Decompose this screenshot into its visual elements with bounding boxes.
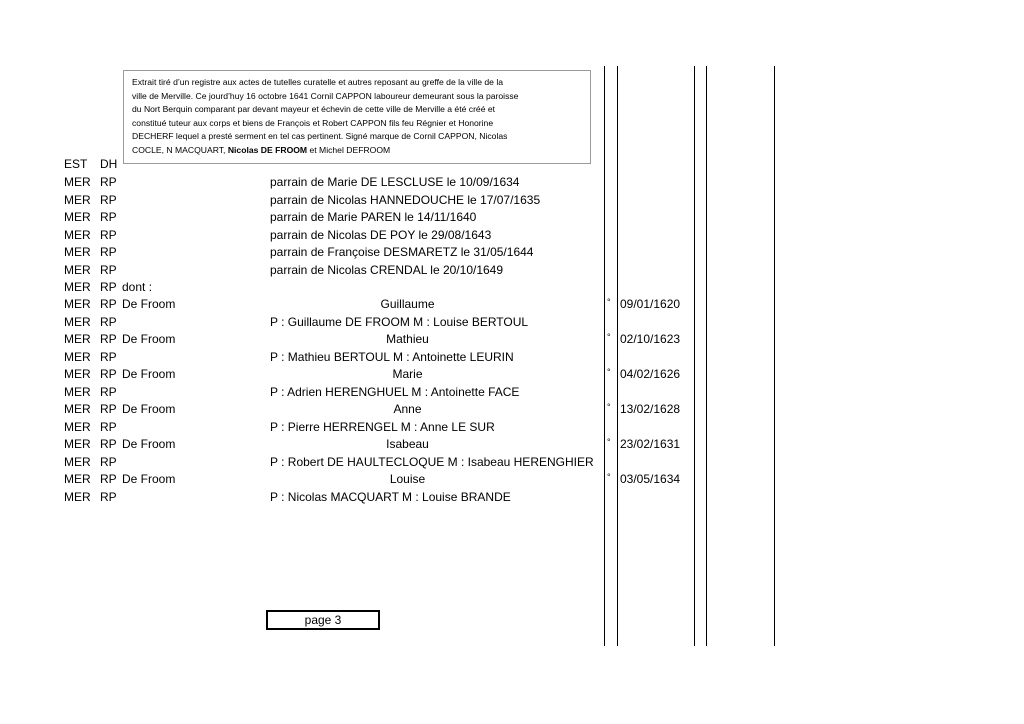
cell-est: MER bbox=[64, 192, 91, 207]
cell-parents: P : Pierre HERRENGEL M : Anne LE SUR bbox=[270, 419, 495, 434]
table-row bbox=[0, 192, 1024, 209]
cell-surname: De Froom bbox=[122, 332, 176, 346]
table-row bbox=[0, 279, 1024, 296]
cell-parrain: parrain de Marie PAREN le 14/11/1640 bbox=[270, 210, 477, 224]
cell-est: MER bbox=[64, 419, 91, 434]
cell-dh: RP bbox=[100, 349, 117, 364]
note-line bbox=[132, 144, 584, 158]
parents-row bbox=[0, 419, 1024, 436]
cell-dh: RP bbox=[100, 280, 117, 294]
cell-est: MER bbox=[64, 245, 91, 259]
cell-dh: RP bbox=[100, 384, 117, 399]
cell-surname: De Froom bbox=[122, 297, 176, 311]
child-row bbox=[0, 296, 1024, 313]
cell-birth-date: 09/01/1620 bbox=[620, 297, 681, 311]
cell-dh: RP bbox=[100, 402, 117, 416]
cell-dh: RP bbox=[100, 367, 117, 381]
cell-est: MER bbox=[64, 210, 91, 224]
cell-est: MER bbox=[64, 437, 91, 451]
cell-parrain: parrain de Nicolas CRENDAL le 20/10/1649 bbox=[270, 262, 504, 277]
header-dh: DH bbox=[100, 157, 118, 171]
cell-surname: De Froom bbox=[122, 402, 176, 416]
cell-parrain: parrain de Françoise DESMARETZ le 31/05/1644 bbox=[270, 245, 534, 259]
parents-row bbox=[0, 384, 1024, 401]
cell-surname: De Froom bbox=[122, 367, 176, 381]
cell-firstname: Isabeau bbox=[386, 437, 429, 451]
cell-est: MER bbox=[64, 402, 91, 416]
child-row bbox=[0, 401, 1024, 418]
cell-est: MER bbox=[64, 227, 91, 242]
cell-est: MER bbox=[64, 489, 91, 504]
cell-parents: P : Nicolas MACQUART M : Louise BRANDE bbox=[270, 489, 511, 504]
cell-firstname: Marie bbox=[392, 367, 423, 381]
cell-parents: P : Robert DE HAULTECLOQUE M : Isabeau HERENGHIER bbox=[270, 454, 594, 469]
cell-birth-date: 23/02/1631 bbox=[620, 437, 681, 451]
cell-est: MER bbox=[64, 262, 91, 277]
tutelle-note-box bbox=[123, 70, 591, 164]
cell-est: MER bbox=[64, 367, 91, 381]
cell-parrain: parrain de Marie DE LESCLUSE le 10/09/1634 bbox=[270, 175, 520, 189]
cell-dh: RP bbox=[100, 192, 117, 207]
cell-est: MER bbox=[64, 314, 91, 329]
cell-dh: RP bbox=[100, 227, 117, 242]
cell-dh: RP bbox=[100, 332, 117, 346]
cell-dh: RP bbox=[100, 262, 117, 277]
cell-dh: RP bbox=[100, 472, 117, 486]
child-row bbox=[0, 366, 1024, 383]
cell-dh: RP bbox=[100, 419, 117, 434]
cell-birth-date: 02/10/1623 bbox=[620, 332, 681, 346]
birth-symbol: ° bbox=[607, 332, 611, 342]
table-row bbox=[0, 227, 1024, 244]
cell-surname: De Froom bbox=[122, 472, 176, 486]
note-line: ville de Merville. Ce jourd’huy 16 octobre 1641 Cornil CAPPON laboureur demeurant sous la paroisse bbox=[132, 90, 519, 101]
cell-parrain: parrain de Nicolas HANNEDOUCHE le 17/07/1635 bbox=[270, 192, 541, 207]
cell-parents: P : Guillaume DE FROOM M : Louise BERTOUL bbox=[270, 314, 529, 329]
cell-parents: P : Mathieu BERTOUL M : Antoinette LEURIN bbox=[270, 349, 514, 364]
cell-firstname: Guillaume bbox=[380, 297, 435, 311]
cell-est: MER bbox=[64, 454, 91, 469]
cell-birth-date: 04/02/1626 bbox=[620, 367, 681, 381]
cell-est: MER bbox=[64, 349, 91, 364]
cell-dh: RP bbox=[100, 175, 117, 189]
note-text: COCLE, N MACQUART, bbox=[132, 144, 228, 155]
cell-dh: RP bbox=[100, 297, 117, 311]
birth-symbol: ° bbox=[607, 402, 611, 412]
cell-parents: P : Adrien HERENGHUEL M : Antoinette FACE bbox=[270, 384, 520, 399]
cell-est: MER bbox=[64, 472, 91, 486]
cell-dh: RP bbox=[100, 245, 117, 259]
note-line: du Nort Berquin comparant par devant mayeur et échevin de cette ville de Merville a été créé et bbox=[132, 104, 496, 115]
child-row bbox=[0, 331, 1024, 348]
page-number-label: page 3 bbox=[304, 613, 342, 627]
note-line: Extrait tiré d’un registre aux actes de tutelles curatelle et autres reposant au greffe de la ville de la bbox=[132, 77, 504, 87]
cell-est: MER bbox=[64, 384, 91, 399]
cell-est: MER bbox=[64, 280, 91, 294]
note-line: DECHERF lequel a presté serment en tel cas pertinent. Signé marque de Cornil CAPPON, Nicolas bbox=[132, 131, 508, 142]
table-row bbox=[0, 244, 1024, 261]
cell-firstname: Mathieu bbox=[386, 332, 429, 346]
child-row bbox=[0, 436, 1024, 453]
note-line: constitué tuteur aux corps et biens de François et Robert CAPPON fils feu Régnier et Honorine bbox=[132, 117, 494, 128]
cell-est: MER bbox=[64, 175, 91, 189]
cell-dh: RP bbox=[100, 314, 117, 329]
parents-row bbox=[0, 349, 1024, 366]
cell-firstname: Anne bbox=[393, 402, 422, 416]
cell-dh: RP bbox=[100, 454, 117, 469]
table-row bbox=[0, 262, 1024, 279]
cell-dh: RP bbox=[100, 210, 117, 224]
birth-symbol: ° bbox=[607, 437, 611, 447]
birth-symbol: ° bbox=[607, 367, 611, 377]
cell-est: MER bbox=[64, 332, 91, 346]
cell-est: MER bbox=[64, 297, 91, 311]
cell-dont: dont : bbox=[122, 280, 153, 294]
birth-symbol: ° bbox=[607, 472, 611, 482]
note-text: et Michel DEFROOM bbox=[307, 144, 391, 155]
parents-row bbox=[0, 314, 1024, 331]
parents-row bbox=[0, 454, 1024, 471]
note-highlight-name: Nicolas DE FROOM bbox=[227, 144, 308, 155]
cell-parrain: parrain de Nicolas DE POY le 29/08/1643 bbox=[270, 227, 492, 242]
cell-birth-date: 03/05/1634 bbox=[620, 472, 681, 486]
child-row bbox=[0, 471, 1024, 488]
cell-firstname: Louise bbox=[389, 472, 426, 486]
parents-row bbox=[0, 489, 1024, 506]
header-est: EST bbox=[64, 157, 88, 171]
page-number-box bbox=[266, 610, 380, 630]
table-row bbox=[0, 209, 1024, 226]
cell-dh: RP bbox=[100, 437, 117, 451]
cell-dh: RP bbox=[100, 489, 117, 504]
birth-symbol: ° bbox=[607, 297, 611, 307]
cell-birth-date: 13/02/1628 bbox=[620, 402, 681, 416]
table-row bbox=[0, 174, 1024, 191]
cell-surname: De Froom bbox=[122, 437, 176, 451]
